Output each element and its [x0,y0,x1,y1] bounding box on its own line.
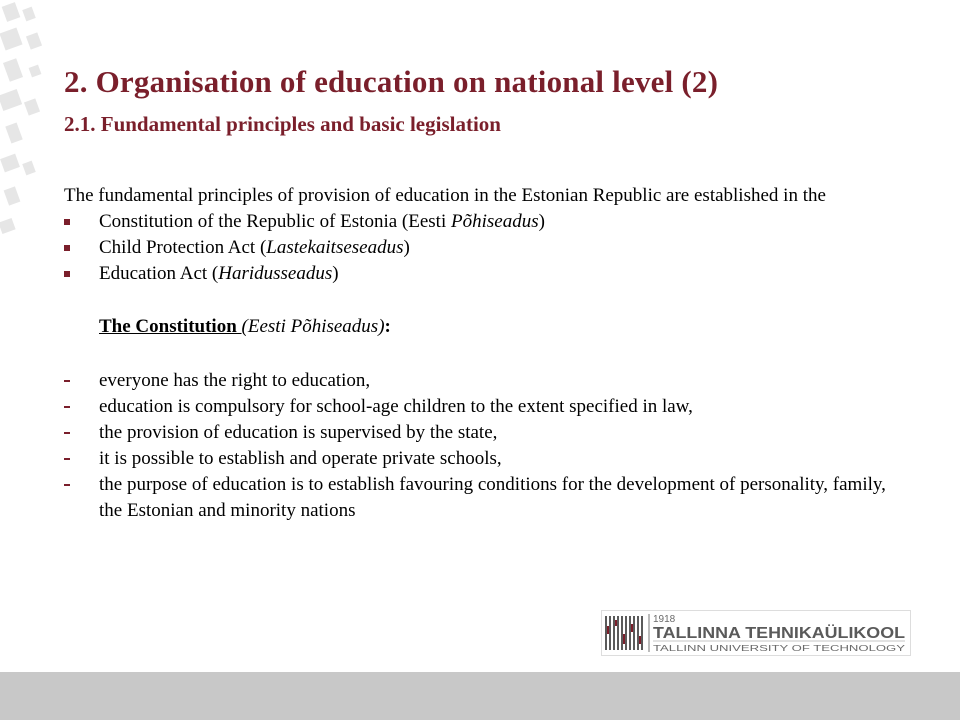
list-item: Education Act (Haridusseadus) [64,261,904,287]
constitution-label: The Constitution [99,316,242,337]
university-logo [601,610,911,656]
list-item: Constitution of the Republic of Estonia (Eesti Põhiseadus) [64,209,904,235]
dash-bullet-icon [64,380,70,382]
constitution-heading: The Constitution (Eesti Põhiseadus): [99,316,391,337]
slide-subtitle: 2.1. Fundamental principles and basic legislation [64,112,501,136]
square-bullet-icon [64,219,70,225]
list-item: it is possible to establish and operate private schools, [64,446,904,472]
list-item: the purpose of education is to establish favouring conditions for the development of personality, family, the Estonian and minority nations [64,472,904,524]
square-bullet-icon [64,271,70,277]
dash-bullet-icon [64,484,70,486]
dash-bullet-icon [64,458,70,460]
list-item: everyone has the right to education, [64,368,904,394]
logo-name-estonian: TALLINNA TEHNIKAÜLIKOOL [653,625,905,642]
square-bullet-icon [64,245,70,251]
logo-year: 1918 [653,614,676,625]
slide-title: 2. Organisation of education on national level (2) [64,64,719,99]
slide-body [64,183,904,524]
list-item: Child Protection Act (Lastekaitseseadus) [64,235,904,261]
constitution-native-name: (Eesti Põhiseadus) [241,316,385,337]
corner-decoration [0,0,60,260]
logo-name-english: TALLINN UNIVERSITY OF TECHNOLOGY [653,643,906,653]
dash-bullet-icon [64,406,70,408]
list-item: education is compulsory for school-age children to the extent specified in law, [64,394,904,420]
list-item: the provision of education is supervised by the state, [64,420,904,446]
footer-bar [0,672,960,720]
legislation-list [64,209,904,287]
intro-paragraph: The fundamental principles of provision of education in the Estonian Republic are established in the [64,185,826,206]
dash-bullet-icon [64,432,70,434]
constitution-rights-list [64,368,904,524]
